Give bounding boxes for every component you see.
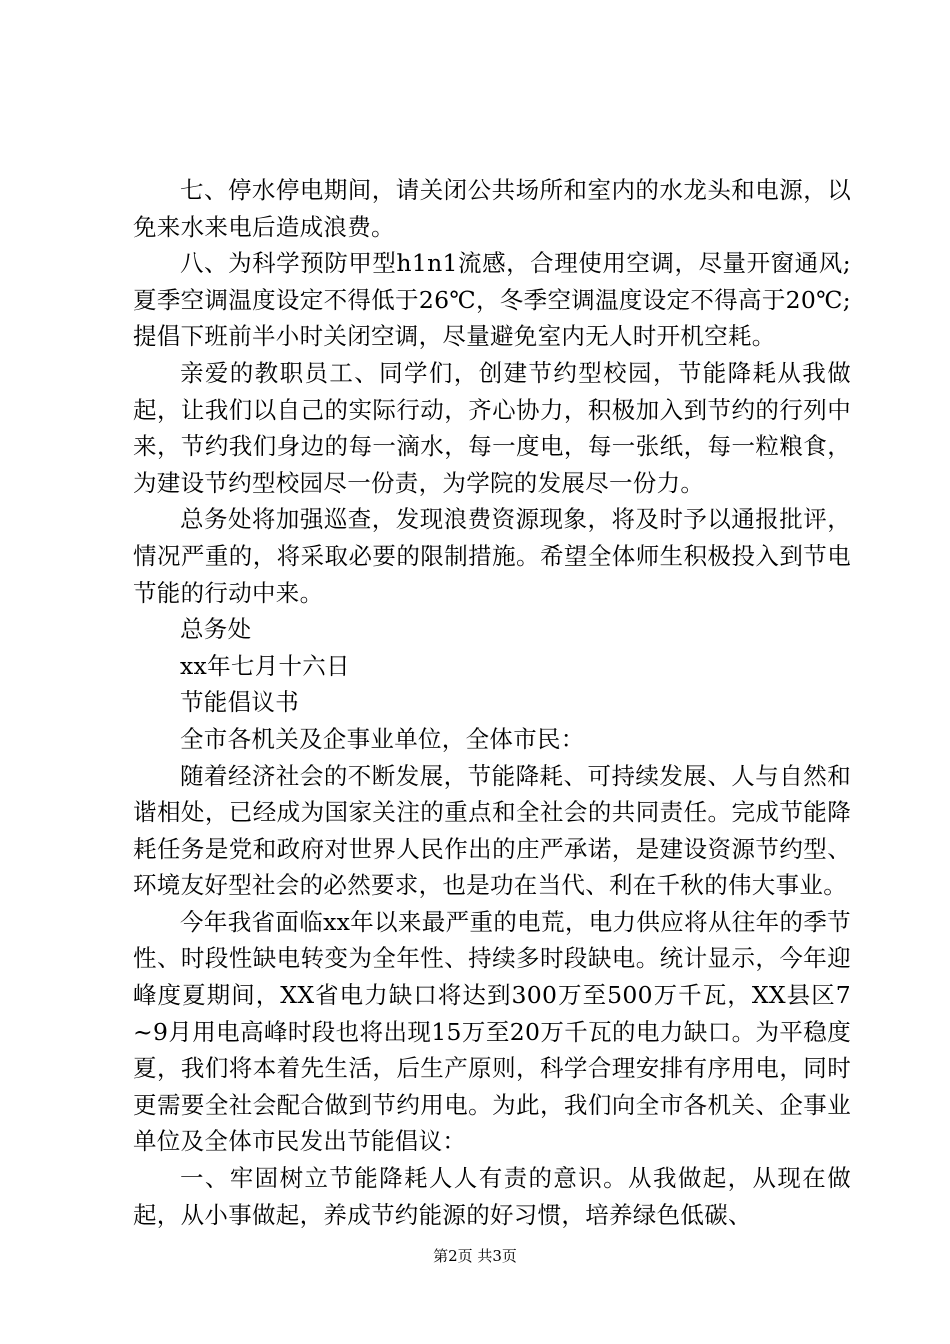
paragraph-point-one: 一、牢固树立节能降耗人人有责的意识。从我做起，从现在做起，从小事做起，养成节约能源的好习惯，培养绿色低碳、 [133, 1164, 851, 1229]
salutation: 全市各机关及企事业单位，全体市民： [180, 724, 585, 753]
paragraph-inspection-notice: 总务处将加强巡查，发现浪费资源现象，将及时予以通报批评，情况严重的，将采取必要的限制措施。希望全体师生积极投入到节电节能的行动中来。 [133, 505, 851, 607]
paragraph-appeal-staff-students: 亲爱的教职员工、同学们，创建节约型校园，节能降耗从我做起，让我们以自己的实际行动，齐心协力，积极加入到节约的行列中来，节约我们身边的每一滴水，每一度电，每一张纸，每一粒粮食，为建设节约型校园尽一份责，为学院的发展尽一份力。 [133, 358, 851, 497]
document-title: 节能倡议书 [180, 688, 299, 717]
page-indicator: 第2页 共3页 [433, 1247, 517, 1265]
paragraph-7-water-power-outage: 七、停水停电期间，请关闭公共场所和室内的水龙头和电源，以免来水来电后造成浪费。 [133, 176, 851, 241]
paragraph-background: 随着经济社会的不断发展，节能降耗、可持续发展、人与自然和谐相处，已经成为国家关注的重点和全社会的共同责任。完成节能降耗任务是党和政府对世界人民作出的庄严承诺，是建设资源节约型、环境友好型社会的必然要求，也是功在当代、利在千秋的伟大事业。 [133, 761, 851, 900]
paragraph-power-shortage: 今年我省面临xx年以来最严重的电荒，电力供应将从往年的季节性、时段性缺电转变为全年性、持续多时段缺电。统计显示，今年迎峰度夏期间，XX省电力缺口将达到300万至500万千瓦，XX县区7~9月用电高峰时段也将出现15万至20万千瓦的电力缺口。为平稳度夏，我们将本着先生活，后生产原则，科学合理安排有序用电，同时更需要全社会配合做到节约用电。为此，我们向全市各机关、企事业单位及全体市民发出节能倡议： [133, 907, 851, 1156]
signature-department: 总务处 [180, 615, 252, 644]
paragraph-8-air-conditioning: 八、为科学预防甲型h1n1流感，合理使用空调，尽量开窗通风;夏季空调温度设定不得低于26℃，冬季空调温度设定不得高于20℃;提倡下班前半小时关闭空调，尽量避免室内无人时开机空耗。 [133, 249, 851, 351]
signature-date: xx年七月十六日 [180, 651, 350, 680]
document-body [133, 172, 851, 1233]
